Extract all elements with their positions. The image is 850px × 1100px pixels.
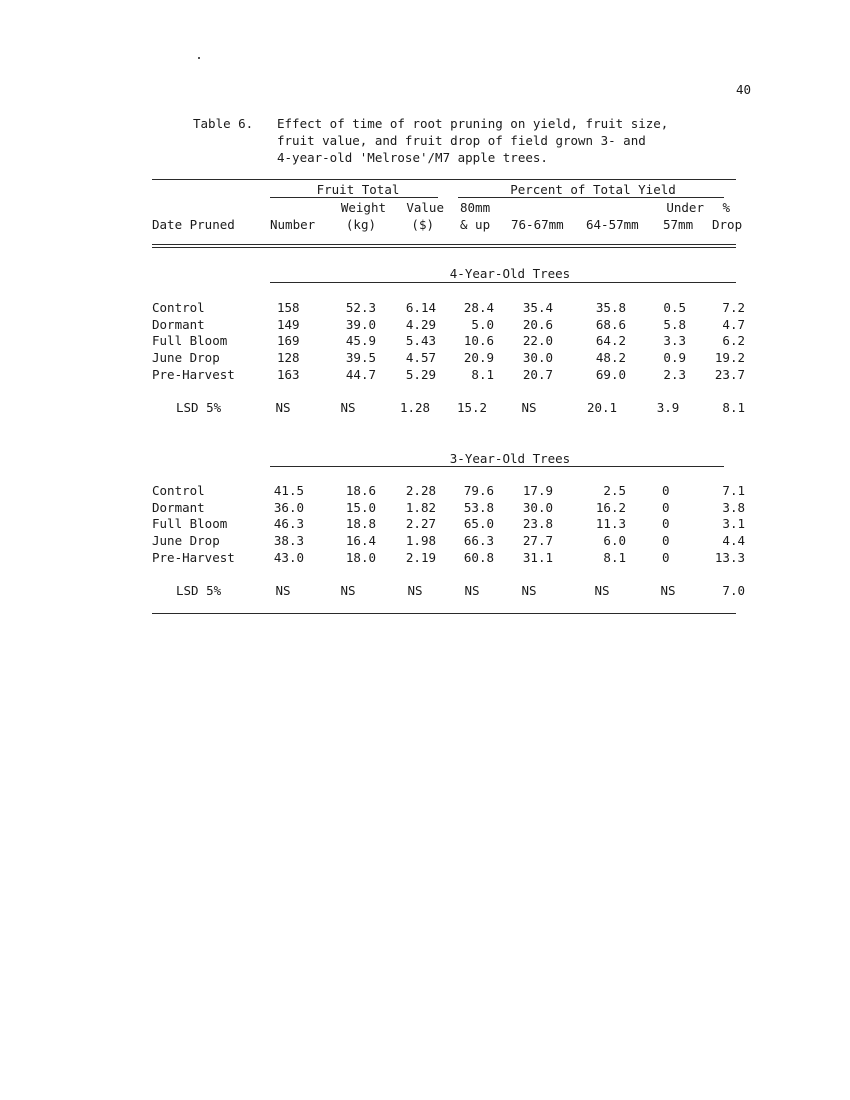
- cell-80mm-up: 20.9: [463, 350, 494, 366]
- cell-value: 2.19: [405, 549, 436, 565]
- header-rule-upper: [152, 244, 736, 245]
- cell-80mm-up: 65.0: [463, 516, 494, 532]
- cell-value: 2.27: [405, 516, 436, 532]
- cell-drop: 3.8: [722, 499, 745, 515]
- cell-weight: 18.0: [345, 549, 376, 565]
- cell-under-57mm: 0: [662, 533, 670, 549]
- cell-weight: 18.8: [345, 516, 376, 532]
- col-header-under-top: Under: [666, 200, 704, 215]
- cell-under-57mm: 0: [662, 483, 670, 498]
- cell-date-pruned: Pre-Harvest: [152, 366, 235, 382]
- cell-value: 1.82: [405, 499, 436, 515]
- cell-76-67mm: 20.7: [522, 366, 553, 382]
- col-header-57mm: 57mm: [663, 217, 694, 232]
- cell-under-57mm: 0.9: [663, 350, 686, 366]
- cell-value: 4.57: [405, 350, 436, 366]
- cell-number: 163: [277, 366, 300, 382]
- cell-date-pruned: Control: [152, 300, 205, 315]
- lsd-under-57mm: 3.9: [656, 400, 680, 415]
- cell-number: 43.0: [273, 549, 304, 565]
- lsd-76-67mm: NS: [521, 583, 537, 598]
- lsd-drop: 7.0: [722, 583, 745, 598]
- page-number: 40: [736, 82, 752, 97]
- cell-date-pruned: June Drop: [152, 533, 220, 549]
- cell-value: 5.43: [405, 333, 436, 349]
- cell-64-57mm: 2.5: [603, 483, 626, 498]
- section-title-4-year: 4-Year-Old Trees: [449, 266, 571, 281]
- col-header-76-67mm: 76-67mm: [511, 217, 564, 232]
- table-top-rule: [152, 179, 736, 180]
- header-rule-lower: [152, 247, 736, 248]
- cell-drop: 4.7: [722, 316, 745, 332]
- cell-date-pruned: June Drop: [152, 350, 220, 366]
- cell-64-57mm: 69.0: [595, 366, 626, 382]
- cell-drop: 13.3: [714, 549, 745, 565]
- cell-value: 4.29: [405, 316, 436, 332]
- cell-number: 41.5: [273, 483, 304, 498]
- lsd-value: 1.28: [399, 400, 431, 415]
- lsd-date-pruned: LSD 5%: [176, 400, 222, 415]
- fruit-total-underline: [270, 197, 438, 198]
- percent-yield-underline: [458, 197, 724, 198]
- col-header-80mm-bottom: & up: [460, 217, 491, 232]
- cell-80mm-up: 8.1: [471, 366, 494, 382]
- cell-drop: 4.4: [722, 533, 745, 549]
- cell-weight: 39.5: [345, 350, 376, 366]
- cell-76-67mm: 27.7: [522, 533, 553, 549]
- cell-80mm-up: 28.4: [463, 300, 494, 315]
- cell-number: 36.0: [273, 499, 304, 515]
- lsd-64-57mm: 20.1: [586, 400, 618, 415]
- cell-number: 169: [277, 333, 300, 349]
- cell-64-57mm: 48.2: [595, 350, 626, 366]
- table-caption-line-3: 4-year-old 'Melrose'/M7 apple trees.: [277, 150, 548, 165]
- cell-64-57mm: 11.3: [595, 516, 626, 532]
- lsd-value: NS: [407, 583, 423, 598]
- col-header-drop-bottom: Drop: [712, 217, 743, 232]
- cell-under-57mm: 3.3: [663, 333, 686, 349]
- group-header-percent-yield: Percent of Total Yield: [510, 182, 676, 197]
- cell-64-57mm: 6.0: [603, 533, 626, 549]
- cell-weight: 39.0: [345, 316, 376, 332]
- cell-date-pruned: Dormant: [152, 499, 205, 515]
- cell-weight: 44.7: [345, 366, 376, 382]
- col-header-value-bottom: ($): [411, 217, 434, 232]
- col-header-80mm-top: 80mm: [460, 200, 491, 215]
- cell-drop: 7.2: [722, 300, 745, 315]
- lsd-80mm-up: 15.2: [456, 400, 488, 415]
- cell-date-pruned: Control: [152, 483, 205, 498]
- lsd-64-57mm: NS: [594, 583, 610, 598]
- cell-drop: 23.7: [714, 366, 745, 382]
- cell-under-57mm: 0.5: [663, 300, 686, 315]
- cell-under-57mm: 0: [662, 516, 670, 532]
- cell-number: 158: [277, 300, 300, 315]
- table-caption-line-2: fruit value, and fruit drop of field grown 3- and: [277, 133, 646, 148]
- lsd-80mm-up: NS: [464, 583, 480, 598]
- col-header-weight-bottom: (kg): [345, 217, 376, 232]
- cell-weight: 52.3: [345, 300, 376, 315]
- cell-76-67mm: 23.8: [522, 516, 553, 532]
- cell-76-67mm: 31.1: [522, 549, 553, 565]
- cell-64-57mm: 64.2: [595, 333, 626, 349]
- cell-date-pruned: Pre-Harvest: [152, 549, 235, 565]
- cell-76-67mm: 35.4: [522, 300, 553, 315]
- lsd-under-57mm: NS: [660, 583, 676, 598]
- cell-80mm-up: 66.3: [463, 533, 494, 549]
- cell-under-57mm: 0: [662, 549, 670, 565]
- table-caption-label: Table 6.: [193, 116, 254, 131]
- cell-under-57mm: 5.8: [663, 316, 686, 332]
- cell-64-57mm: 68.6: [595, 316, 626, 332]
- cell-weight: 18.6: [345, 483, 376, 498]
- col-header-weight-top: Weight: [340, 200, 386, 215]
- lsd-number: NS: [275, 583, 291, 598]
- cell-weight: 16.4: [345, 533, 376, 549]
- cell-value: 5.29: [405, 366, 436, 382]
- cell-drop: 19.2: [714, 350, 745, 366]
- cell-80mm-up: 10.6: [463, 333, 494, 349]
- cell-76-67mm: 30.0: [522, 350, 553, 366]
- col-header-date-pruned: Date Pruned: [152, 217, 235, 232]
- lsd-weight: NS: [340, 583, 356, 598]
- lsd-76-67mm: NS: [521, 400, 537, 415]
- cell-drop: 7.1: [722, 483, 745, 498]
- cell-number: 46.3: [273, 516, 304, 532]
- cell-64-57mm: 8.1: [603, 549, 626, 565]
- section-title-3-year: 3-Year-Old Trees: [449, 451, 571, 466]
- cell-76-67mm: 30.0: [522, 499, 553, 515]
- cell-value: 1.98: [405, 533, 436, 549]
- table-caption-line-1: Effect of time of root pruning on yield, fruit size,: [277, 116, 669, 131]
- lsd-drop: 8.1: [722, 400, 745, 415]
- cell-80mm-up: 53.8: [463, 499, 494, 515]
- cell-date-pruned: Dormant: [152, 316, 205, 332]
- cell-value: 6.14: [405, 300, 436, 315]
- lsd-number: NS: [275, 400, 291, 415]
- lsd-date-pruned: LSD 5%: [176, 583, 222, 598]
- cell-76-67mm: 20.6: [522, 316, 553, 332]
- cell-under-57mm: 2.3: [663, 366, 686, 382]
- group-header-fruit-total: Fruit Total: [316, 182, 400, 197]
- col-header-number: Number: [270, 217, 316, 232]
- cell-76-67mm: 22.0: [522, 333, 553, 349]
- section-3-year-underline: [270, 466, 724, 467]
- cell-64-57mm: 35.8: [595, 300, 626, 315]
- cell-76-67mm: 17.9: [522, 483, 553, 498]
- cell-value: 2.28: [405, 483, 436, 498]
- cell-64-57mm: 16.2: [595, 499, 626, 515]
- cell-under-57mm: 0: [662, 499, 670, 515]
- cell-80mm-up: 60.8: [463, 549, 494, 565]
- cell-80mm-up: 79.6: [463, 483, 494, 498]
- cell-weight: 45.9: [345, 333, 376, 349]
- table-bottom-rule: [152, 613, 736, 614]
- cell-number: 128: [277, 350, 300, 366]
- scan-speck: [198, 57, 200, 59]
- col-header-value-top: Value: [406, 200, 444, 215]
- section-4-year-underline: [270, 282, 736, 283]
- cell-80mm-up: 5.0: [471, 316, 494, 332]
- col-header-drop-top: %: [722, 200, 730, 215]
- lsd-weight: NS: [340, 400, 356, 415]
- col-header-64-57mm: 64-57mm: [586, 217, 639, 232]
- cell-number: 149: [277, 316, 300, 332]
- cell-number: 38.3: [273, 533, 304, 549]
- cell-drop: 3.1: [722, 516, 745, 532]
- cell-date-pruned: Full Bloom: [152, 516, 228, 532]
- cell-drop: 6.2: [722, 333, 745, 349]
- cell-date-pruned: Full Bloom: [152, 333, 228, 349]
- cell-weight: 15.0: [345, 499, 376, 515]
